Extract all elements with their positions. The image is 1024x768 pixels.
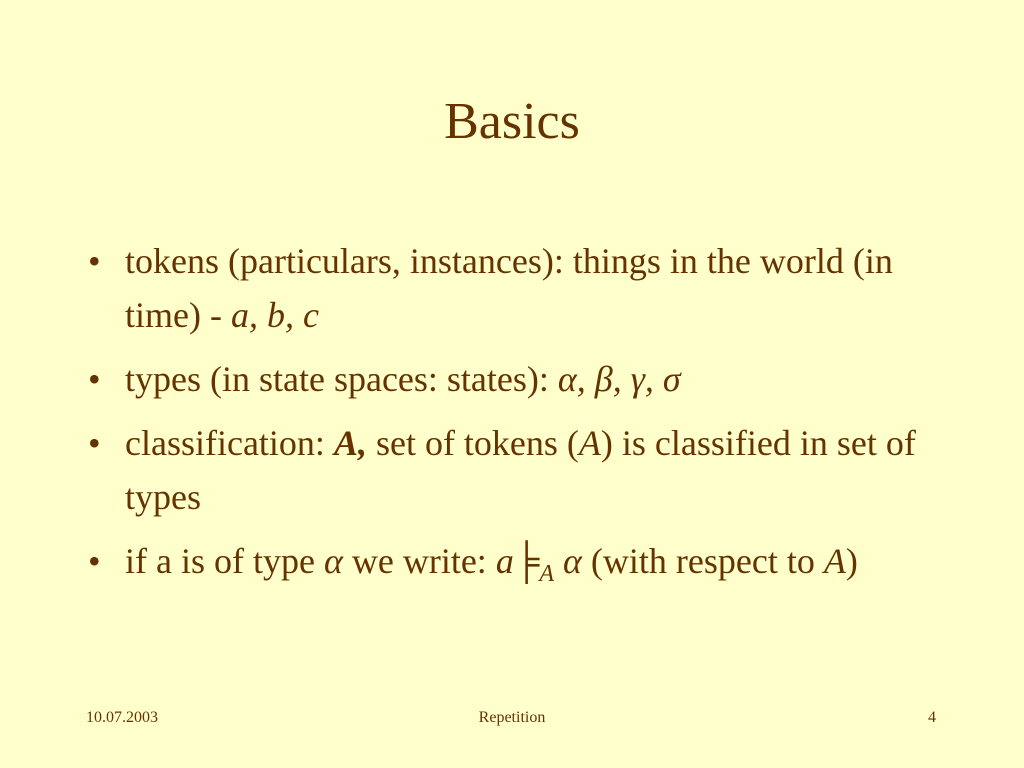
bullet-text: tokens (particulars, instances): things in the world (in time) - xyxy=(125,241,893,335)
bullet-list xyxy=(88,234,938,598)
bullet-classification xyxy=(88,416,938,524)
bullet-icon: • xyxy=(88,359,101,399)
bullet-notation xyxy=(88,534,938,588)
bullet-text: ) is classified in set of types xyxy=(125,423,916,517)
bullet-text: (with respect to xyxy=(581,541,824,581)
footer-date: 10.07.2003 xyxy=(86,709,158,726)
slide-title: Basics xyxy=(444,93,580,150)
bullet-text: types (in state spaces: states): xyxy=(125,359,558,399)
subscript: A xyxy=(539,561,554,587)
bullet-tokens xyxy=(88,234,938,342)
bullet-bold-italic: A, xyxy=(333,423,367,463)
bullet-italic: α xyxy=(323,541,343,581)
bullet-italic: A xyxy=(823,541,846,581)
bullet-text: set of tokens ( xyxy=(366,423,579,463)
bullet-italic: a, b, c xyxy=(230,295,319,335)
bullet-italic: α xyxy=(563,541,582,581)
bullet-text: classification: xyxy=(125,423,334,463)
bullet-text: if a is of type xyxy=(125,541,324,581)
bullet-text: ) xyxy=(845,541,858,581)
bullet-italic: α, β, γ, σ xyxy=(557,359,681,399)
footer-page-number: 4 xyxy=(928,709,936,726)
bullet-italic: A xyxy=(578,423,601,463)
bullet-text: we write: xyxy=(342,541,496,581)
bullet-icon: • xyxy=(88,241,101,281)
bullet-icon: • xyxy=(88,423,101,463)
bullet-icon: • xyxy=(88,541,101,581)
bullet-italic: a xyxy=(495,541,514,581)
models-symbol-icon: ╞ xyxy=(513,541,540,581)
bullet-types xyxy=(88,352,938,406)
footer-topic: Repetition xyxy=(478,709,546,726)
